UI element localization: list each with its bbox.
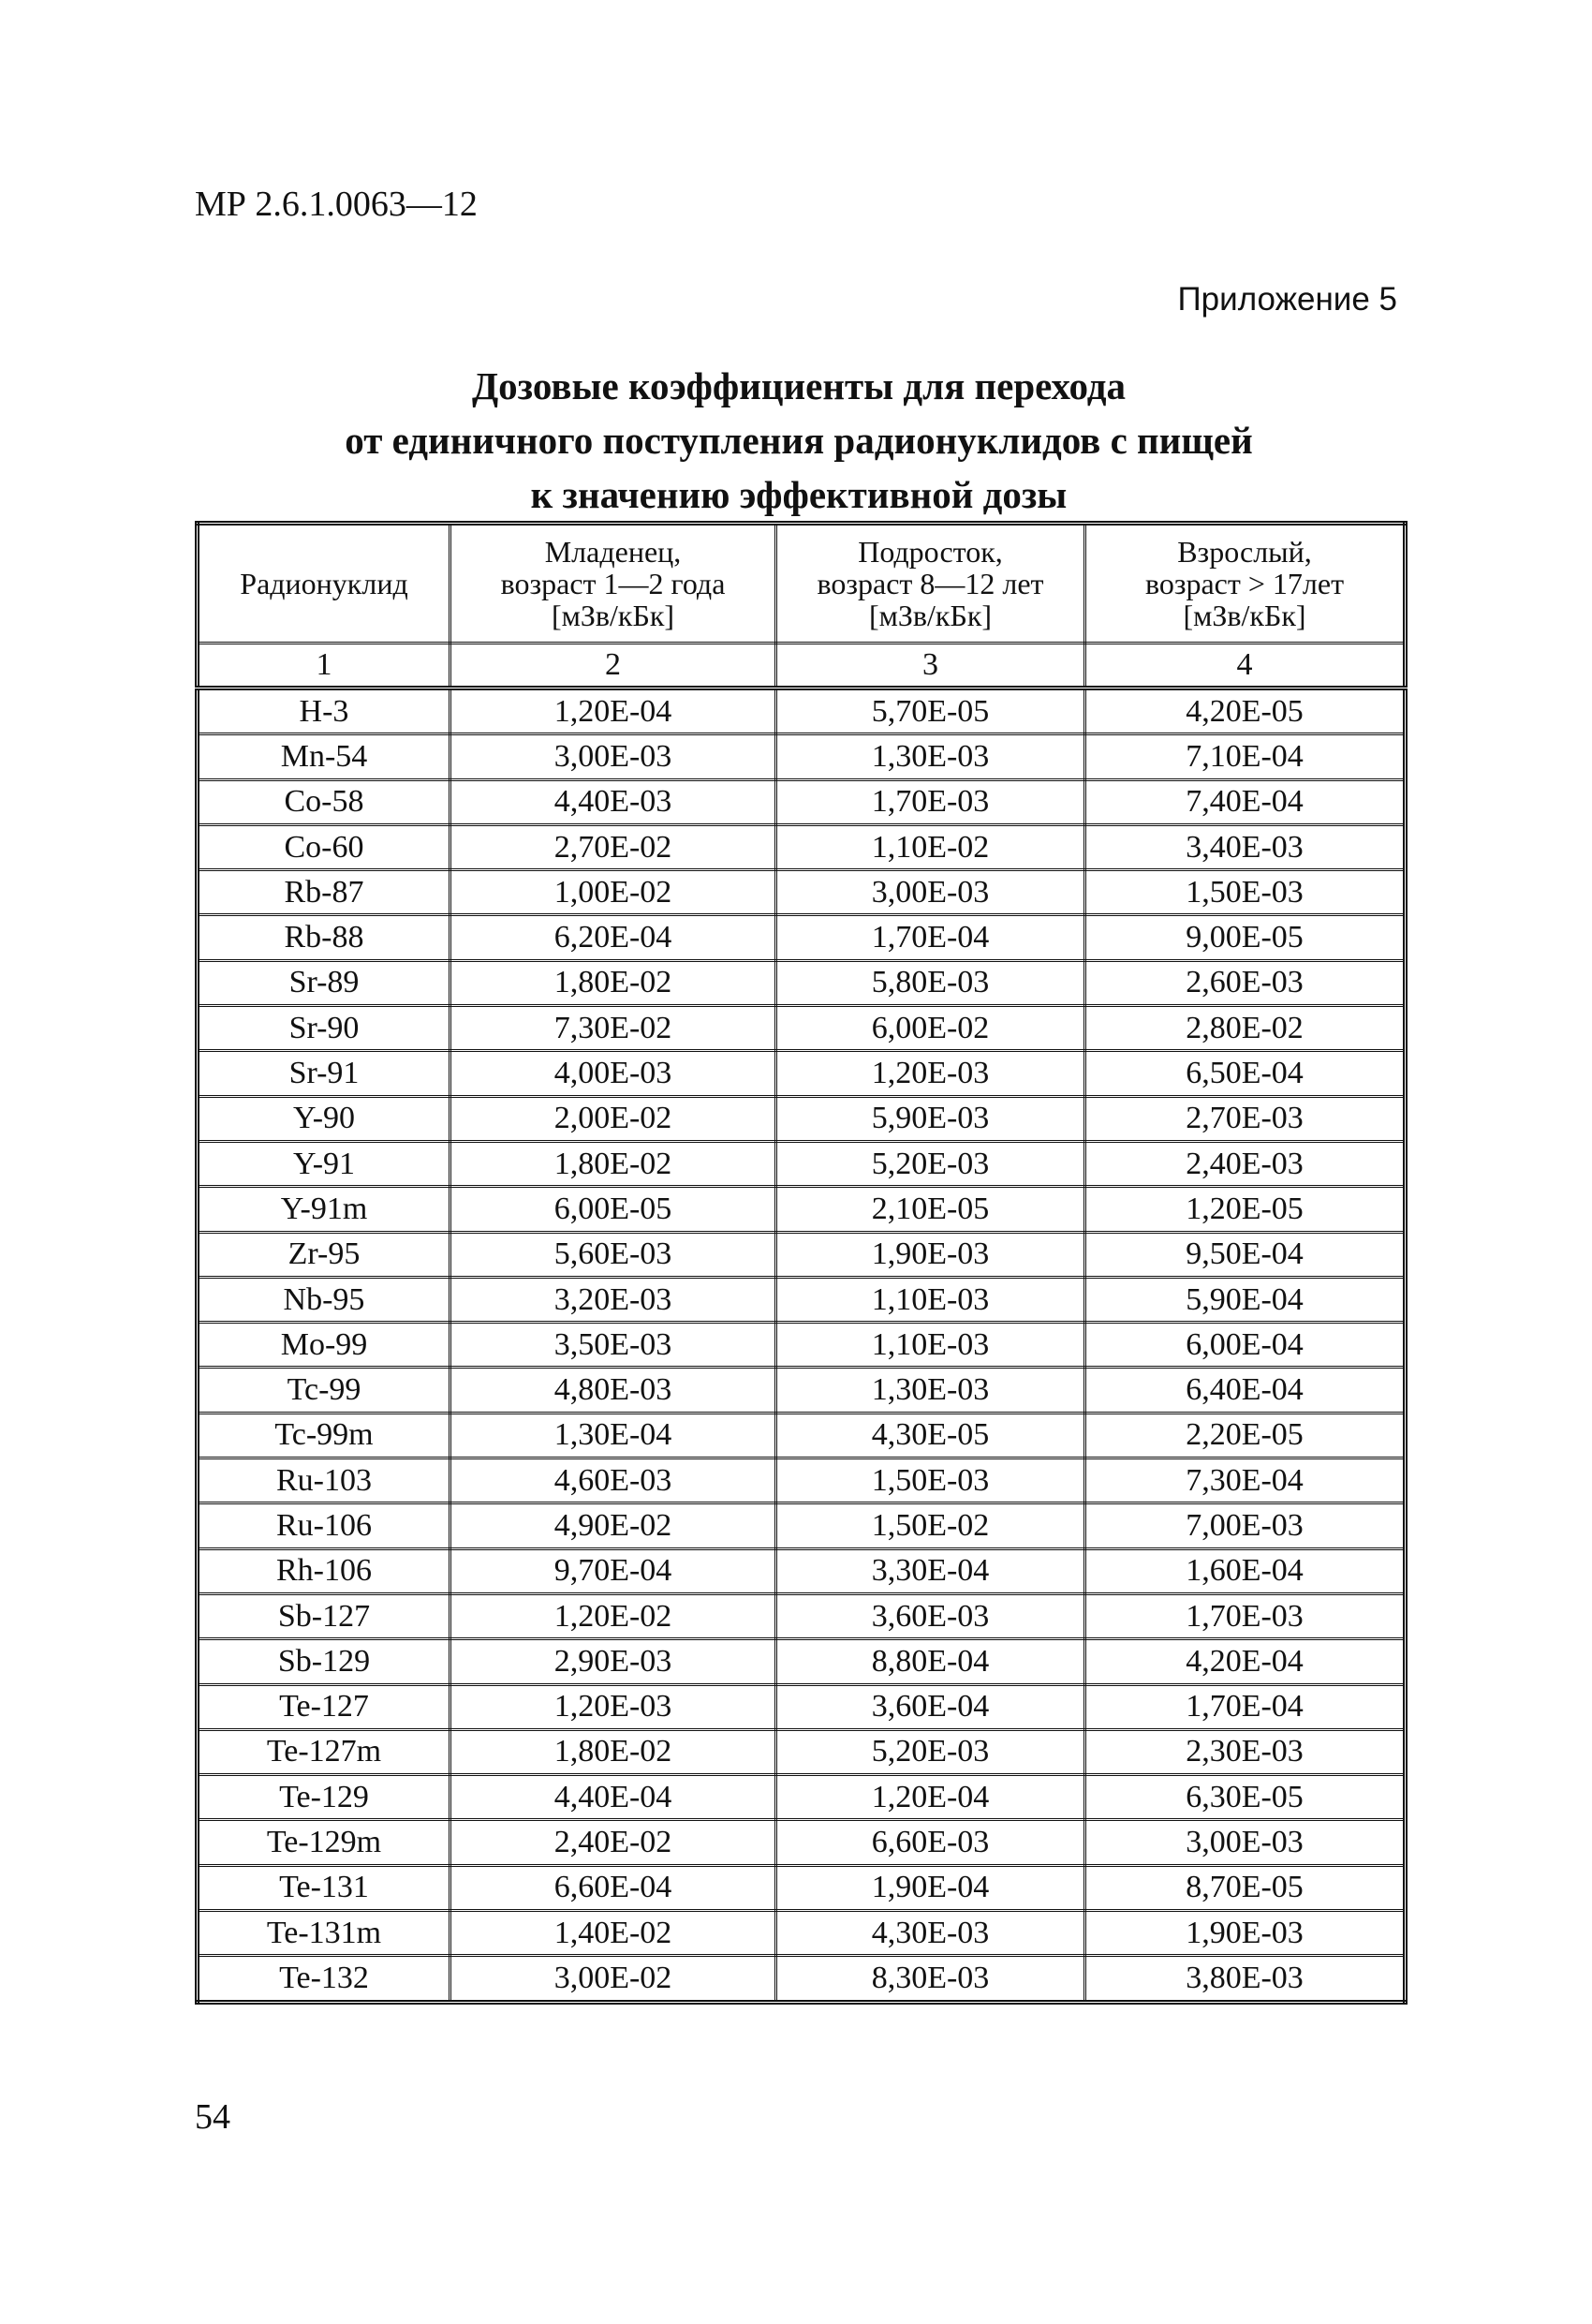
cell-adult: 2,80E-02 [1085, 1006, 1406, 1051]
cell-infant: 2,40E-02 [450, 1820, 776, 1865]
cell-teen: 5,70E-05 [776, 688, 1085, 734]
cell-teen: 6,00E-02 [776, 1006, 1085, 1051]
cell-adult: 4,20E-05 [1085, 688, 1406, 734]
cell-infant: 1,80E-02 [450, 1141, 776, 1186]
cell-radionuclide: Sb-129 [198, 1639, 450, 1684]
cell-teen: 1,90E-03 [776, 1232, 1085, 1277]
cell-teen: 5,80E-03 [776, 960, 1085, 1005]
cell-infant: 4,90E-02 [450, 1503, 776, 1548]
cell-adult: 2,60E-03 [1085, 960, 1406, 1005]
header-line: возраст 8—12 лет [817, 567, 1044, 600]
header-line: [мЗв/кБк] [868, 599, 993, 632]
cell-teen: 3,60E-04 [776, 1684, 1085, 1729]
cell-radionuclide: Te-131 [198, 1865, 450, 1910]
appendix-label: Приложение 5 [1177, 281, 1397, 318]
cell-radionuclide: Ru-106 [198, 1503, 450, 1548]
cell-infant: 1,20E-03 [450, 1684, 776, 1729]
cell-radionuclide: Rh-106 [198, 1548, 450, 1593]
table-row [198, 1911, 1406, 1956]
title-line: Дозовые коэффициенты для перехода [471, 364, 1127, 407]
cell-infant: 3,00E-03 [450, 734, 776, 779]
cell-teen: 4,30E-05 [776, 1413, 1085, 1458]
table-row [198, 1323, 1406, 1368]
cell-adult: 7,10E-04 [1085, 734, 1406, 779]
dose-coefficients-table [195, 521, 1408, 2005]
cell-adult: 2,70E-03 [1085, 1096, 1406, 1141]
cell-teen: 5,20E-03 [776, 1141, 1085, 1186]
table-body [198, 688, 1406, 2003]
cell-adult: 3,40E-03 [1085, 824, 1406, 869]
document-code: МР 2.6.1.0063—12 [195, 185, 478, 224]
cell-radionuclide: Tc-99m [198, 1413, 450, 1458]
cell-radionuclide: Co-60 [198, 824, 450, 869]
table-row [198, 824, 1406, 869]
header-adult [1085, 524, 1406, 644]
cell-adult: 6,50E-04 [1085, 1051, 1406, 1096]
cell-adult: 9,50E-04 [1085, 1232, 1406, 1277]
cell-infant: 3,20E-03 [450, 1277, 776, 1322]
cell-radionuclide: Y-91 [198, 1141, 450, 1186]
cell-adult: 1,90E-03 [1085, 1911, 1406, 1956]
cell-teen: 1,20E-03 [776, 1051, 1085, 1096]
cell-adult: 3,80E-03 [1085, 1956, 1406, 2002]
header-line: Взрослый, [1177, 535, 1312, 569]
header-line: возраст 1—2 года [500, 567, 726, 600]
cell-teen: 1,10E-03 [776, 1277, 1085, 1322]
table-row [198, 1548, 1406, 1593]
table-row [198, 915, 1406, 960]
table-row [198, 1051, 1406, 1096]
header-line: Подросток, [858, 535, 1003, 569]
table-row [198, 1187, 1406, 1232]
cell-infant: 1,20E-04 [450, 688, 776, 734]
cell-teen: 6,60E-03 [776, 1820, 1085, 1865]
cell-adult: 1,70E-03 [1085, 1593, 1406, 1638]
table-row [198, 1413, 1406, 1458]
cell-adult: 5,90E-04 [1085, 1277, 1406, 1322]
cell-infant: 6,00E-05 [450, 1187, 776, 1232]
cell-radionuclide: Te-127m [198, 1729, 450, 1774]
cell-teen: 1,50E-03 [776, 1458, 1085, 1503]
table-row [198, 1277, 1406, 1322]
cell-infant: 4,80E-03 [450, 1368, 776, 1413]
cell-teen: 1,90E-04 [776, 1865, 1085, 1910]
cell-infant: 1,30E-04 [450, 1413, 776, 1458]
cell-adult: 2,20E-05 [1085, 1413, 1406, 1458]
cell-infant: 6,20E-04 [450, 915, 776, 960]
cell-teen: 3,30E-04 [776, 1548, 1085, 1593]
cell-radionuclide: Sb-127 [198, 1593, 450, 1638]
cell-adult: 3,00E-03 [1085, 1820, 1406, 1865]
table-row [198, 1775, 1406, 1820]
cell-teen: 4,30E-03 [776, 1911, 1085, 1956]
cell-teen: 2,10E-05 [776, 1187, 1085, 1232]
cell-radionuclide: Sr-91 [198, 1051, 450, 1096]
title-line: к значению эффективной дозы [530, 473, 1068, 516]
cell-radionuclide: Mn-54 [198, 734, 450, 779]
cell-infant: 2,00E-02 [450, 1096, 776, 1141]
column-number: 4 [1085, 644, 1406, 688]
table-row [198, 688, 1406, 734]
cell-teen: 1,30E-03 [776, 734, 1085, 779]
cell-adult: 6,00E-04 [1085, 1323, 1406, 1368]
column-number: 2 [450, 644, 776, 688]
cell-adult: 2,30E-03 [1085, 1729, 1406, 1774]
cell-infant: 4,00E-03 [450, 1051, 776, 1096]
cell-infant: 2,90E-03 [450, 1639, 776, 1684]
table-row [198, 1820, 1406, 1865]
cell-radionuclide: Te-127 [198, 1684, 450, 1729]
cell-adult: 7,40E-04 [1085, 779, 1406, 824]
header-infant [450, 524, 776, 644]
table-title [195, 359, 1403, 522]
column-number: 1 [198, 644, 450, 688]
page-number: 54 [195, 2097, 230, 2137]
cell-infant: 4,40E-04 [450, 1775, 776, 1820]
cell-adult: 1,20E-05 [1085, 1187, 1406, 1232]
cell-adult: 6,30E-05 [1085, 1775, 1406, 1820]
table-row [198, 1368, 1406, 1413]
header-radionuclide [198, 524, 450, 644]
cell-radionuclide: Y-90 [198, 1096, 450, 1141]
table-row [198, 1458, 1406, 1503]
cell-radionuclide: H-3 [198, 688, 450, 734]
header-line: [мЗв/кБк] [551, 599, 675, 632]
cell-teen: 5,90E-03 [776, 1096, 1085, 1141]
table-row [198, 1729, 1406, 1774]
cell-infant: 1,80E-02 [450, 1729, 776, 1774]
cell-teen: 3,00E-03 [776, 870, 1085, 915]
cell-radionuclide: Te-129 [198, 1775, 450, 1820]
table-row [198, 1096, 1406, 1141]
cell-adult: 9,00E-05 [1085, 915, 1406, 960]
cell-infant: 7,30E-02 [450, 1006, 776, 1051]
cell-teen: 8,80E-04 [776, 1639, 1085, 1684]
table-row [198, 1865, 1406, 1910]
cell-adult: 6,40E-04 [1085, 1368, 1406, 1413]
cell-radionuclide: Sr-90 [198, 1006, 450, 1051]
cell-radionuclide: Ru-103 [198, 1458, 450, 1503]
cell-radionuclide: Te-132 [198, 1956, 450, 2002]
cell-radionuclide: Y-91m [198, 1187, 450, 1232]
cell-infant: 1,80E-02 [450, 960, 776, 1005]
cell-infant: 3,00E-02 [450, 1956, 776, 2002]
cell-teen: 1,20E-04 [776, 1775, 1085, 1820]
cell-teen: 1,10E-02 [776, 824, 1085, 869]
table-row [198, 1006, 1406, 1051]
cell-adult: 1,60E-04 [1085, 1548, 1406, 1593]
table-row [198, 1503, 1406, 1548]
header-line: Радионуклид [240, 567, 408, 600]
cell-teen: 3,60E-03 [776, 1593, 1085, 1638]
cell-infant: 9,70E-04 [450, 1548, 776, 1593]
cell-adult: 7,00E-03 [1085, 1503, 1406, 1548]
header-row [198, 524, 1406, 644]
table-row [198, 1593, 1406, 1638]
cell-teen: 5,20E-03 [776, 1729, 1085, 1774]
cell-radionuclide: Zr-95 [198, 1232, 450, 1277]
header-line: [мЗв/кБк] [1183, 599, 1306, 632]
cell-teen: 1,30E-03 [776, 1368, 1085, 1413]
table-row [198, 734, 1406, 779]
cell-radionuclide: Rb-87 [198, 870, 450, 915]
cell-radionuclide: Co-58 [198, 779, 450, 824]
cell-radionuclide: Tc-99 [198, 1368, 450, 1413]
cell-radionuclide: Sr-89 [198, 960, 450, 1005]
table-row [198, 1684, 1406, 1729]
cell-adult: 8,70E-05 [1085, 1865, 1406, 1910]
cell-adult: 1,50E-03 [1085, 870, 1406, 915]
cell-infant: 1,00E-02 [450, 870, 776, 915]
cell-adult: 4,20E-04 [1085, 1639, 1406, 1684]
cell-infant: 4,60E-03 [450, 1458, 776, 1503]
table-row [198, 1232, 1406, 1277]
cell-teen: 1,70E-03 [776, 779, 1085, 824]
cell-teen: 1,70E-04 [776, 915, 1085, 960]
table-row [198, 960, 1406, 1005]
table-row [198, 1141, 1406, 1186]
cell-infant: 1,20E-02 [450, 1593, 776, 1638]
cell-infant: 2,70E-02 [450, 824, 776, 869]
column-number: 3 [776, 644, 1085, 688]
cell-infant: 1,40E-02 [450, 1911, 776, 1956]
cell-radionuclide: Te-131m [198, 1911, 450, 1956]
header-teen [776, 524, 1085, 644]
cell-infant: 6,60E-04 [450, 1865, 776, 1910]
table-row [198, 1639, 1406, 1684]
cell-infant: 3,50E-03 [450, 1323, 776, 1368]
table-row [198, 870, 1406, 915]
header-line: возраст > 17лет [1144, 567, 1345, 600]
cell-teen: 1,50E-02 [776, 1503, 1085, 1548]
header-line: Младенец, [544, 535, 682, 569]
cell-adult: 2,40E-03 [1085, 1141, 1406, 1186]
table-row [198, 1956, 1406, 2002]
column-number-row [198, 644, 1406, 688]
cell-radionuclide: Mo-99 [198, 1323, 450, 1368]
cell-teen: 1,10E-03 [776, 1323, 1085, 1368]
cell-teen: 8,30E-03 [776, 1956, 1085, 2002]
table-row [198, 779, 1406, 824]
cell-infant: 4,40E-03 [450, 779, 776, 824]
cell-radionuclide: Rb-88 [198, 915, 450, 960]
cell-infant: 5,60E-03 [450, 1232, 776, 1277]
cell-radionuclide: Nb-95 [198, 1277, 450, 1322]
cell-adult: 1,70E-04 [1085, 1684, 1406, 1729]
cell-radionuclide: Te-129m [198, 1820, 450, 1865]
title-line: от единичного поступления радионуклидов с пищей [345, 419, 1253, 462]
cell-adult: 7,30E-04 [1085, 1458, 1406, 1503]
